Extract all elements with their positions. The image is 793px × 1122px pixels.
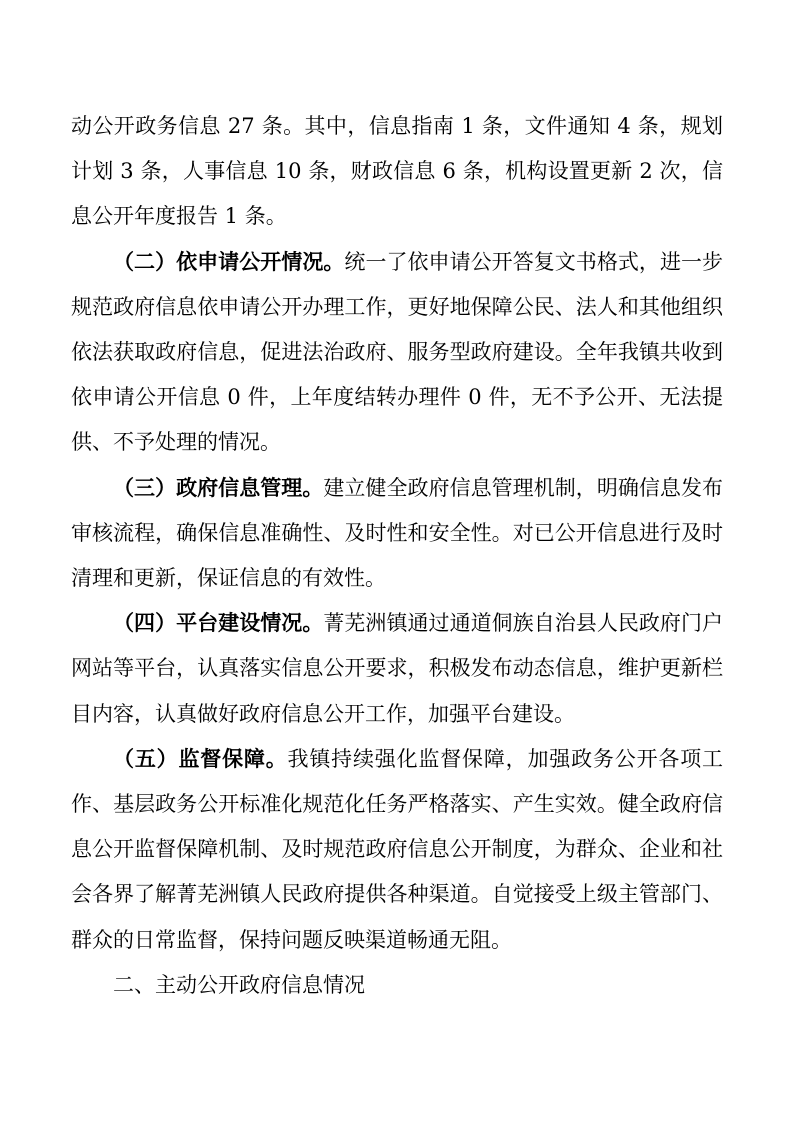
paragraph-request-disclosure xyxy=(71,240,723,466)
paragraph-continued xyxy=(71,104,723,240)
paragraph-text: 建立健全政府信息管理机制，明确信息发布审核流程，确保信息准确性、及时性和安全性。对已公开信息进行及时清理和更新，保证信息的有效性。 xyxy=(71,475,724,591)
document-body xyxy=(71,104,723,1008)
paragraph-text: 我镇持续强化监督保障，加强政务公开各项工作、基层政务公开标准化规范化任务严格落实、产生实效。健全政府信息公开监督保障机制、及时规范政府信息公开制度，为群众、企业和社会各界了解菁芜洲镇人民政府提供各种渠道。自觉接受上级主管部门、群众的日常监督，保持问题反映渠道畅通无阻。 xyxy=(71,746,724,952)
paragraph-lead-heading: （四）平台建设情况。 xyxy=(113,611,324,636)
paragraph-supervision xyxy=(71,737,723,963)
paragraph-text: 动公开政务信息 27 条。其中，信息指南 1 条，文件通知 4 条，规划计划 3 条，人事信息 10 条，财政信息 6 条，机构设置更新 2 次，信息公开年度报告 1 条。 xyxy=(71,114,723,229)
paragraph-platform-construction xyxy=(71,601,723,737)
paragraph-text: 统一了依申请公开答复文书格式，进一步规范政府信息依申请公开办理工作，更好地保障公民、法人和其他组织依法获取政府信息，促进法治政府、服务型政府建设。全年我镇共收到依申请公开信息 0 件，上年度结转办理件 0 件，无不予公开、无法提供、不予处理的情况。 xyxy=(71,249,724,455)
paragraph-text: 菁芜洲镇通过通道侗族自治县人民政府门户网站等平台，认真落实信息公开要求，积极发布动态信息，维护更新栏目内容，认真做好政府信息公开工作，加强平台建设。 xyxy=(71,611,724,726)
paragraph-lead-heading: （二）依申请公开情况。 xyxy=(113,249,345,274)
paragraph-info-management xyxy=(71,466,723,602)
paragraph-lead-heading: （五）监督保障。 xyxy=(113,746,288,771)
section-heading: 二、主动公开政府信息情况 xyxy=(113,972,365,997)
paragraph-lead-heading: （三）政府信息管理。 xyxy=(113,475,324,500)
